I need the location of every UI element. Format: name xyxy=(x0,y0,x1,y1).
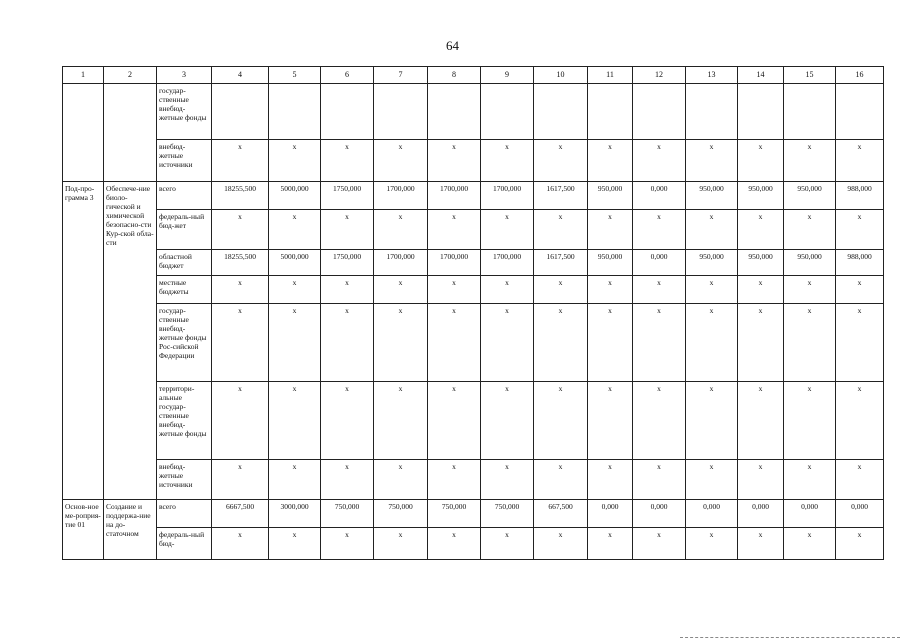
funding-source-cell: внебюд-жетные источники xyxy=(157,140,212,182)
value-cell: x xyxy=(784,140,836,182)
value-cell: 950,000 xyxy=(784,182,836,210)
column-header: 1 xyxy=(63,67,104,84)
value-cell: x xyxy=(633,528,686,560)
value-cell: x xyxy=(481,276,534,304)
value-cell: x xyxy=(836,276,884,304)
value-cell: x xyxy=(686,460,738,500)
program-name-cell: Создание и поддержа-ние на до-статочном xyxy=(104,500,157,560)
value-cell: 750,000 xyxy=(481,500,534,528)
funding-source-cell: государ-ственные внебюд-жетные фонды Рос-сийской Федерации xyxy=(157,304,212,382)
value-cell xyxy=(374,84,428,140)
value-cell: x xyxy=(428,460,481,500)
value-cell: x xyxy=(534,304,588,382)
value-cell: x xyxy=(374,528,428,560)
value-cell: x xyxy=(481,304,534,382)
value-cell: x xyxy=(588,382,633,460)
value-cell: x xyxy=(836,140,884,182)
program-code-cell xyxy=(63,84,104,182)
table-row xyxy=(63,500,884,528)
column-header: 3 xyxy=(157,67,212,84)
value-cell: x xyxy=(836,460,884,500)
table-row xyxy=(63,210,884,250)
value-cell: 950,000 xyxy=(686,182,738,210)
program-code-cell: Основ-ное ме-роприя-тие 01 xyxy=(63,500,104,560)
funding-source-cell: территори-альные государ-ственные внебюд-жетные фонды xyxy=(157,382,212,460)
value-cell: x xyxy=(686,140,738,182)
program-code-cell: Под-про-грамма 3 xyxy=(63,182,104,500)
value-cell: x xyxy=(428,210,481,250)
value-cell: x xyxy=(269,304,321,382)
value-cell: x xyxy=(633,276,686,304)
value-cell: x xyxy=(321,528,374,560)
value-cell: x xyxy=(633,304,686,382)
value-cell: x xyxy=(588,140,633,182)
value-cell: x xyxy=(738,304,784,382)
value-cell: x xyxy=(633,460,686,500)
value-cell: x xyxy=(212,528,269,560)
value-cell: 950,000 xyxy=(686,250,738,276)
value-cell: x xyxy=(212,210,269,250)
value-cell xyxy=(534,84,588,140)
value-cell: x xyxy=(686,210,738,250)
column-header: 11 xyxy=(588,67,633,84)
value-cell: 18255,500 xyxy=(212,182,269,210)
page-number: 64 xyxy=(446,38,459,53)
program-name-cell xyxy=(104,84,157,182)
value-cell: x xyxy=(428,528,481,560)
column-header: 2 xyxy=(104,67,157,84)
column-header: 13 xyxy=(686,67,738,84)
value-cell: x xyxy=(212,276,269,304)
funding-source-cell: федераль-ный бюд-жет xyxy=(157,210,212,250)
value-cell: x xyxy=(212,140,269,182)
funding-source-cell: всего xyxy=(157,500,212,528)
value-cell: 0,000 xyxy=(633,250,686,276)
column-header: 4 xyxy=(212,67,269,84)
value-cell: x xyxy=(836,304,884,382)
value-cell: x xyxy=(269,210,321,250)
funding-source-cell: всего xyxy=(157,182,212,210)
value-cell: 750,000 xyxy=(321,500,374,528)
table-row xyxy=(63,382,884,460)
value-cell: x xyxy=(481,460,534,500)
page-edge-line xyxy=(680,637,900,638)
table-row xyxy=(63,182,884,210)
table-row xyxy=(63,528,884,560)
value-cell: x xyxy=(588,528,633,560)
budget-table xyxy=(62,66,884,560)
value-cell: x xyxy=(374,304,428,382)
value-cell: 0,000 xyxy=(784,500,836,528)
value-cell: x xyxy=(428,140,481,182)
value-cell: 950,000 xyxy=(738,182,784,210)
value-cell: x xyxy=(836,528,884,560)
value-cell xyxy=(428,84,481,140)
value-cell: 5000,000 xyxy=(269,250,321,276)
value-cell: x xyxy=(534,140,588,182)
value-cell xyxy=(836,84,884,140)
value-cell: x xyxy=(686,304,738,382)
value-cell: 750,000 xyxy=(428,500,481,528)
value-cell: 1617,500 xyxy=(534,250,588,276)
value-cell: 0,000 xyxy=(738,500,784,528)
table-row xyxy=(63,250,884,276)
column-header: 6 xyxy=(321,67,374,84)
table-row xyxy=(63,276,884,304)
value-cell: x xyxy=(686,382,738,460)
value-cell: x xyxy=(212,304,269,382)
table-row xyxy=(63,304,884,382)
value-cell: x xyxy=(588,276,633,304)
header-row xyxy=(63,67,884,84)
value-cell: x xyxy=(633,140,686,182)
funding-source-cell: областной бюджет xyxy=(157,250,212,276)
value-cell: x xyxy=(633,382,686,460)
value-cell: 0,000 xyxy=(836,500,884,528)
value-cell xyxy=(738,84,784,140)
value-cell: 950,000 xyxy=(738,250,784,276)
value-cell xyxy=(212,84,269,140)
value-cell: x xyxy=(836,210,884,250)
value-cell: 750,000 xyxy=(374,500,428,528)
value-cell xyxy=(686,84,738,140)
column-header: 16 xyxy=(836,67,884,84)
value-cell: x xyxy=(374,210,428,250)
column-header: 14 xyxy=(738,67,784,84)
value-cell: x xyxy=(738,140,784,182)
value-cell: 1750,000 xyxy=(321,250,374,276)
value-cell: 950,000 xyxy=(784,250,836,276)
value-cell: 1700,000 xyxy=(481,250,534,276)
value-cell: x xyxy=(269,382,321,460)
value-cell: 6667,500 xyxy=(212,500,269,528)
value-cell: x xyxy=(738,382,784,460)
funding-source-cell: внебюд-жетные источники xyxy=(157,460,212,500)
column-header: 15 xyxy=(784,67,836,84)
value-cell: x xyxy=(784,210,836,250)
value-cell: 1750,000 xyxy=(321,182,374,210)
value-cell: x xyxy=(588,304,633,382)
value-cell: x xyxy=(481,382,534,460)
value-cell: x xyxy=(534,460,588,500)
value-cell xyxy=(633,84,686,140)
value-cell: x xyxy=(784,460,836,500)
value-cell: x xyxy=(686,528,738,560)
value-cell: 1700,000 xyxy=(428,250,481,276)
value-cell: x xyxy=(534,528,588,560)
column-header: 5 xyxy=(269,67,321,84)
funding-source-cell: федераль-ный бюд- xyxy=(157,528,212,560)
value-cell: 1700,000 xyxy=(481,182,534,210)
value-cell: x xyxy=(321,304,374,382)
value-cell xyxy=(588,84,633,140)
value-cell: x xyxy=(269,276,321,304)
column-header: 7 xyxy=(374,67,428,84)
value-cell: 18255,500 xyxy=(212,250,269,276)
funding-source-cell: государ-ственные внебюд-жетные фонды xyxy=(157,84,212,140)
value-cell: x xyxy=(784,382,836,460)
value-cell: x xyxy=(321,276,374,304)
value-cell: x xyxy=(534,210,588,250)
value-cell: x xyxy=(212,382,269,460)
value-cell: 0,000 xyxy=(633,182,686,210)
value-cell: 950,000 xyxy=(588,182,633,210)
value-cell xyxy=(269,84,321,140)
value-cell: x xyxy=(321,210,374,250)
value-cell: 0,000 xyxy=(588,500,633,528)
value-cell: x xyxy=(481,210,534,250)
value-cell: 988,000 xyxy=(836,182,884,210)
value-cell: x xyxy=(269,140,321,182)
value-cell: x xyxy=(269,528,321,560)
value-cell: x xyxy=(738,210,784,250)
value-cell: x xyxy=(428,304,481,382)
table-row xyxy=(63,460,884,500)
value-cell: x xyxy=(481,140,534,182)
value-cell: x xyxy=(534,382,588,460)
value-cell: x xyxy=(374,276,428,304)
column-header: 8 xyxy=(428,67,481,84)
value-cell: 950,000 xyxy=(588,250,633,276)
value-cell: 988,000 xyxy=(836,250,884,276)
value-cell xyxy=(481,84,534,140)
value-cell: x xyxy=(534,276,588,304)
program-name-cell: Обеспече-ние биоло-гической и химической безопасно-сти Кур-ской обла-сти xyxy=(104,182,157,500)
value-cell: x xyxy=(784,276,836,304)
value-cell: x xyxy=(686,276,738,304)
value-cell xyxy=(784,84,836,140)
value-cell: 667,500 xyxy=(534,500,588,528)
value-cell: x xyxy=(269,460,321,500)
value-cell: 5000,000 xyxy=(269,182,321,210)
value-cell: x xyxy=(428,382,481,460)
value-cell: 0,000 xyxy=(686,500,738,528)
value-cell: x xyxy=(321,460,374,500)
value-cell: 1700,000 xyxy=(374,250,428,276)
table-row xyxy=(63,84,884,140)
value-cell: x xyxy=(588,460,633,500)
value-cell: x xyxy=(738,276,784,304)
value-cell: x xyxy=(374,140,428,182)
column-header: 12 xyxy=(633,67,686,84)
value-cell: x xyxy=(738,528,784,560)
table-row xyxy=(63,140,884,182)
value-cell: 1617,500 xyxy=(534,182,588,210)
value-cell: 1700,000 xyxy=(374,182,428,210)
value-cell: 0,000 xyxy=(633,500,686,528)
value-cell: x xyxy=(374,382,428,460)
value-cell: x xyxy=(374,460,428,500)
value-cell xyxy=(321,84,374,140)
value-cell: x xyxy=(481,528,534,560)
value-cell: x xyxy=(321,382,374,460)
column-header: 9 xyxy=(481,67,534,84)
value-cell: x xyxy=(738,460,784,500)
value-cell: x xyxy=(784,528,836,560)
value-cell: x xyxy=(633,210,686,250)
column-header: 10 xyxy=(534,67,588,84)
value-cell: x xyxy=(836,382,884,460)
value-cell: 1700,000 xyxy=(428,182,481,210)
value-cell: x xyxy=(321,140,374,182)
funding-source-cell: местные бюджеты xyxy=(157,276,212,304)
value-cell: x xyxy=(428,276,481,304)
value-cell: x xyxy=(784,304,836,382)
value-cell: x xyxy=(588,210,633,250)
value-cell: 3000,000 xyxy=(269,500,321,528)
value-cell: x xyxy=(212,460,269,500)
